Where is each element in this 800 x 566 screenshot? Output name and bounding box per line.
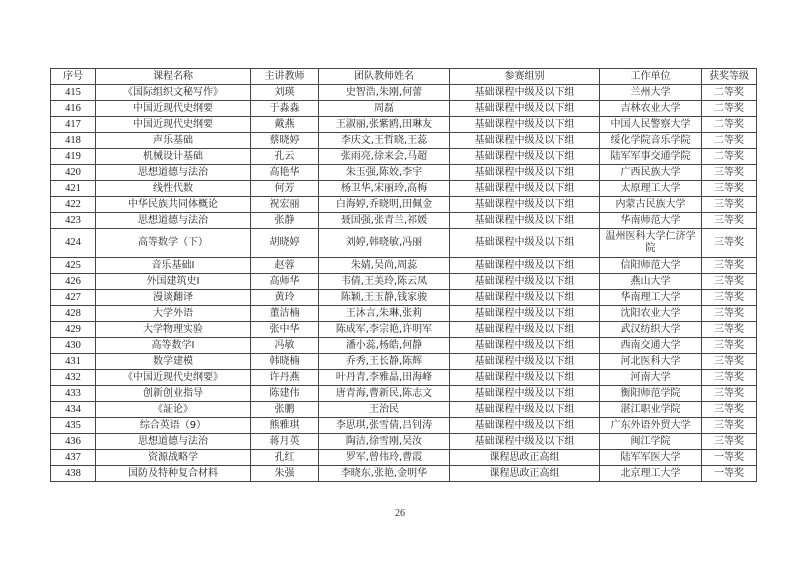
- table-row: [51, 386, 757, 402]
- cell-team-teachers: 周磊: [319, 101, 450, 117]
- cell-award-level: 三等奖: [702, 322, 757, 338]
- cell-work-unit: 广东外语外贸大学: [600, 418, 702, 434]
- cell-lead-teacher: 韩晓楠: [251, 354, 319, 370]
- cell-award-level: 三等奖: [702, 434, 757, 450]
- cell-index: 420: [51, 165, 96, 181]
- table-row: [51, 370, 757, 386]
- table-row: [51, 229, 757, 258]
- cell-lead-teacher: 赵蓉: [251, 258, 319, 274]
- cell-course-name: 外国建筑史Ⅰ: [96, 274, 251, 290]
- cell-lead-teacher: 张鹏: [251, 402, 319, 418]
- cell-course-name: 数学建模: [96, 354, 251, 370]
- cell-award-level: 三等奖: [702, 229, 757, 258]
- cell-competition-group: 基础课程中级及以下组: [450, 306, 600, 322]
- cell-work-unit: 绥化学院音乐学院: [600, 133, 702, 149]
- cell-team-teachers: 朱婧,吴尚,周蕊: [319, 258, 450, 274]
- cell-course-name: 大学物理实验: [96, 322, 251, 338]
- cell-course-name: 大学外语: [96, 306, 251, 322]
- cell-course-name: 中国近现代史纲要: [96, 101, 251, 117]
- cell-competition-group: 基础课程中级及以下组: [450, 197, 600, 213]
- cell-award-level: 三等奖: [702, 386, 757, 402]
- cell-course-name: 漫谈翻译: [96, 290, 251, 306]
- cell-lead-teacher: 陈建伟: [251, 386, 319, 402]
- table-row: [51, 466, 757, 482]
- header-lead-teacher: 主讲教师: [251, 69, 319, 85]
- cell-lead-teacher: 戴燕: [251, 117, 319, 133]
- cell-index: 426: [51, 274, 96, 290]
- cell-team-teachers: 乔秀,王长静,陈辉: [319, 354, 450, 370]
- cell-index: 415: [51, 85, 96, 101]
- cell-course-name: 音乐基础Ⅰ: [96, 258, 251, 274]
- cell-course-name: 思想道德与法治: [96, 213, 251, 229]
- cell-index: 421: [51, 181, 96, 197]
- cell-lead-teacher: 蒋月英: [251, 434, 319, 450]
- cell-team-teachers: 唐青海,曹新民,陈志文: [319, 386, 450, 402]
- cell-award-level: 三等奖: [702, 290, 757, 306]
- cell-team-teachers: 陶洁,徐雪刚,吴汝: [319, 434, 450, 450]
- cell-award-level: 一等奖: [702, 466, 757, 482]
- cell-team-teachers: 陈成军,李宗艳,许明军: [319, 322, 450, 338]
- cell-award-level: 二等奖: [702, 101, 757, 117]
- cell-award-level: 二等奖: [702, 133, 757, 149]
- cell-index: 416: [51, 101, 96, 117]
- cell-team-teachers: 叶丹青,李雅晶,田海峰: [319, 370, 450, 386]
- cell-team-teachers: 王淑丽,张紫鸥,田琳友: [319, 117, 450, 133]
- cell-course-name: 高等数学（下）: [96, 229, 251, 258]
- cell-award-level: 三等奖: [702, 306, 757, 322]
- header-work-unit: 工作单位: [600, 69, 702, 85]
- cell-index: 437: [51, 450, 96, 466]
- cell-lead-teacher: 孔红: [251, 450, 319, 466]
- cell-course-name: 思想道德与法治: [96, 165, 251, 181]
- cell-competition-group: 课程思政正高组: [450, 466, 600, 482]
- cell-work-unit: 太原理工大学: [600, 181, 702, 197]
- cell-competition-group: 基础课程中级及以下组: [450, 133, 600, 149]
- table-row: [51, 85, 757, 101]
- table-row: [51, 165, 757, 181]
- table-row: [51, 274, 757, 290]
- header-team-teachers: 团队教师姓名: [319, 69, 450, 85]
- cell-competition-group: 基础课程中级及以下组: [450, 274, 600, 290]
- cell-course-name: 声乐基础: [96, 133, 251, 149]
- cell-work-unit: 兰州大学: [600, 85, 702, 101]
- cell-course-name: 创新创业指导: [96, 386, 251, 402]
- cell-lead-teacher: 刘瑛: [251, 85, 319, 101]
- cell-competition-group: 基础课程中级及以下组: [450, 290, 600, 306]
- cell-competition-group: 基础课程中级及以下组: [450, 117, 600, 133]
- cell-index: 433: [51, 386, 96, 402]
- cell-course-name: 中华民族共同体概论: [96, 197, 251, 213]
- cell-award-level: 三等奖: [702, 370, 757, 386]
- table-row: [51, 322, 757, 338]
- cell-work-unit: 武汉纺织大学: [600, 322, 702, 338]
- cell-team-teachers: 白海婷,乔晓明,田佩金: [319, 197, 450, 213]
- table-row: [51, 258, 757, 274]
- cell-index: 435: [51, 418, 96, 434]
- cell-team-teachers: 杨卫华,宋丽玲,高梅: [319, 181, 450, 197]
- cell-competition-group: 基础课程中级及以下组: [450, 434, 600, 450]
- cell-work-unit: 河北医科大学: [600, 354, 702, 370]
- cell-award-level: 二等奖: [702, 85, 757, 101]
- cell-work-unit: 内蒙古民族大学: [600, 197, 702, 213]
- cell-index: 417: [51, 117, 96, 133]
- cell-index: 431: [51, 354, 96, 370]
- table-row: [51, 434, 757, 450]
- cell-award-level: 二等奖: [702, 149, 757, 165]
- header-course-name: 课程名称: [96, 69, 251, 85]
- cell-lead-teacher: 蔡晓婷: [251, 133, 319, 149]
- cell-index: 430: [51, 338, 96, 354]
- cell-course-name: 机械设计基础: [96, 149, 251, 165]
- cell-competition-group: 课程思政正高组: [450, 450, 600, 466]
- cell-lead-teacher: 何芳: [251, 181, 319, 197]
- cell-team-teachers: 罗军,曾伟玲,曹霞: [319, 450, 450, 466]
- cell-lead-teacher: 许丹燕: [251, 370, 319, 386]
- table-row: [51, 101, 757, 117]
- cell-team-teachers: 潘小蕊,杨皓,何静: [319, 338, 450, 354]
- cell-award-level: 三等奖: [702, 258, 757, 274]
- cell-work-unit: 沈阳农业大学: [600, 306, 702, 322]
- cell-index: 419: [51, 149, 96, 165]
- cell-lead-teacher: 高师华: [251, 274, 319, 290]
- cell-work-unit: 湛江职业学院: [600, 402, 702, 418]
- cell-competition-group: 基础课程中级及以下组: [450, 418, 600, 434]
- table-row: [51, 418, 757, 434]
- cell-team-teachers: 朱玉强,陈姣,李宇: [319, 165, 450, 181]
- cell-work-unit: 闽江学院: [600, 434, 702, 450]
- cell-competition-group: 基础课程中级及以下组: [450, 338, 600, 354]
- cell-award-level: 三等奖: [702, 338, 757, 354]
- cell-work-unit: 燕山大学: [600, 274, 702, 290]
- cell-competition-group: 基础课程中级及以下组: [450, 85, 600, 101]
- cell-lead-teacher: 张中华: [251, 322, 319, 338]
- cell-competition-group: 基础课程中级及以下组: [450, 101, 600, 117]
- cell-team-teachers: 王沐言,朱琳,张莉: [319, 306, 450, 322]
- award-results-table: [50, 68, 757, 482]
- cell-team-teachers: 聂国强,张青兰,祁媛: [319, 213, 450, 229]
- cell-work-unit: 衡阳师范学院: [600, 386, 702, 402]
- cell-index: 428: [51, 306, 96, 322]
- cell-course-name: 中国近现代史纲要: [96, 117, 251, 133]
- cell-competition-group: 基础课程中级及以下组: [450, 181, 600, 197]
- cell-course-name: 思想道德与法治: [96, 434, 251, 450]
- cell-team-teachers: 史智浩,朱刚,何蕾: [319, 85, 450, 101]
- cell-competition-group: 基础课程中级及以下组: [450, 229, 600, 258]
- cell-work-unit: 陆军军医大学: [600, 450, 702, 466]
- cell-competition-group: 基础课程中级及以下组: [450, 258, 600, 274]
- cell-award-level: 一等奖: [702, 450, 757, 466]
- table-row: [51, 117, 757, 133]
- cell-competition-group: 基础课程中级及以下组: [450, 165, 600, 181]
- cell-work-unit: 华南理工大学: [600, 290, 702, 306]
- cell-work-unit: 北京理工大学: [600, 466, 702, 482]
- cell-course-name: 高等数学Ⅰ: [96, 338, 251, 354]
- page-number: 26: [395, 508, 405, 519]
- cell-competition-group: 基础课程中级及以下组: [450, 386, 600, 402]
- cell-index: 425: [51, 258, 96, 274]
- cell-index: 432: [51, 370, 96, 386]
- cell-course-name: 《国际组织文秘写作》: [96, 85, 251, 101]
- header-index: 序号: [51, 69, 96, 85]
- cell-lead-teacher: 张静: [251, 213, 319, 229]
- header-competition-group: 参赛组别: [450, 69, 600, 85]
- cell-competition-group: 基础课程中级及以下组: [450, 402, 600, 418]
- cell-award-level: 三等奖: [702, 165, 757, 181]
- table-header-row: [51, 69, 757, 85]
- header-award-level: 获奖等级: [702, 69, 757, 85]
- table-row: [51, 197, 757, 213]
- cell-course-name: 《証论》: [96, 402, 251, 418]
- cell-index: 418: [51, 133, 96, 149]
- table-row: [51, 290, 757, 306]
- cell-work-unit: 华南师范大学: [600, 213, 702, 229]
- cell-team-teachers: 刘婷,韩晓敏,冯丽: [319, 229, 450, 258]
- cell-award-level: 三等奖: [702, 418, 757, 434]
- cell-competition-group: 基础课程中级及以下组: [450, 322, 600, 338]
- table-row: [51, 213, 757, 229]
- cell-award-level: 三等奖: [702, 402, 757, 418]
- cell-team-teachers: 王治民: [319, 402, 450, 418]
- table-row: [51, 338, 757, 354]
- cell-competition-group: 基础课程中级及以下组: [450, 370, 600, 386]
- cell-lead-teacher: 孔云: [251, 149, 319, 165]
- cell-index: 434: [51, 402, 96, 418]
- cell-work-unit: 西南交通大学: [600, 338, 702, 354]
- table-row: [51, 149, 757, 165]
- cell-team-teachers: 张雨亮,徐来会,马超: [319, 149, 450, 165]
- cell-lead-teacher: 朱强: [251, 466, 319, 482]
- cell-course-name: 国防及特种复合材料: [96, 466, 251, 482]
- cell-work-unit: 吉林农业大学: [600, 101, 702, 117]
- cell-work-unit: 广西民族大学: [600, 165, 702, 181]
- cell-award-level: 三等奖: [702, 181, 757, 197]
- cell-lead-teacher: 董洁楠: [251, 306, 319, 322]
- cell-lead-teacher: 祝宏丽: [251, 197, 319, 213]
- cell-index: 427: [51, 290, 96, 306]
- cell-index: 429: [51, 322, 96, 338]
- cell-lead-teacher: 胡晓婷: [251, 229, 319, 258]
- cell-lead-teacher: 冯敏: [251, 338, 319, 354]
- cell-lead-teacher: 于淼淼: [251, 101, 319, 117]
- cell-work-unit: 温州医科大学仁济学院: [600, 229, 702, 258]
- cell-index: 422: [51, 197, 96, 213]
- cell-award-level: 三等奖: [702, 354, 757, 370]
- cell-lead-teacher: 熊雅琪: [251, 418, 319, 434]
- cell-award-level: 三等奖: [702, 197, 757, 213]
- cell-work-unit: 中国人民警察大学: [600, 117, 702, 133]
- cell-index: 423: [51, 213, 96, 229]
- table-row: [51, 306, 757, 322]
- cell-team-teachers: 李思琪,张雪倩,吕钊涛: [319, 418, 450, 434]
- cell-competition-group: 基础课程中级及以下组: [450, 354, 600, 370]
- cell-course-name: 综合英语（9）: [96, 418, 251, 434]
- cell-competition-group: 基础课程中级及以下组: [450, 213, 600, 229]
- cell-index: 438: [51, 466, 96, 482]
- cell-team-teachers: 陈颖,王玉静,钱家骏: [319, 290, 450, 306]
- cell-course-name: 线性代数: [96, 181, 251, 197]
- cell-work-unit: 陆军军事交通学院: [600, 149, 702, 165]
- cell-index: 424: [51, 229, 96, 258]
- cell-course-name: 《中国近现代史纲要》: [96, 370, 251, 386]
- cell-work-unit: 信阳师范大学: [600, 258, 702, 274]
- cell-lead-teacher: 黄玲: [251, 290, 319, 306]
- table-row: [51, 402, 757, 418]
- cell-award-level: 二等奖: [702, 117, 757, 133]
- table-row: [51, 133, 757, 149]
- table-body: [51, 85, 757, 482]
- cell-work-unit: 河南大学: [600, 370, 702, 386]
- cell-team-teachers: 韦倩,王美玲,陈云凤: [319, 274, 450, 290]
- cell-competition-group: 基础课程中级及以下组: [450, 149, 600, 165]
- table-row: [51, 181, 757, 197]
- cell-team-teachers: 李庆文,王哲晓,王蕊: [319, 133, 450, 149]
- cell-course-name: 资源战略学: [96, 450, 251, 466]
- cell-team-teachers: 李晓东,张艳,金明华: [319, 466, 450, 482]
- cell-award-level: 三等奖: [702, 213, 757, 229]
- table-row: [51, 354, 757, 370]
- cell-lead-teacher: 高艳华: [251, 165, 319, 181]
- cell-index: 436: [51, 434, 96, 450]
- table-row: [51, 450, 757, 466]
- cell-award-level: 三等奖: [702, 274, 757, 290]
